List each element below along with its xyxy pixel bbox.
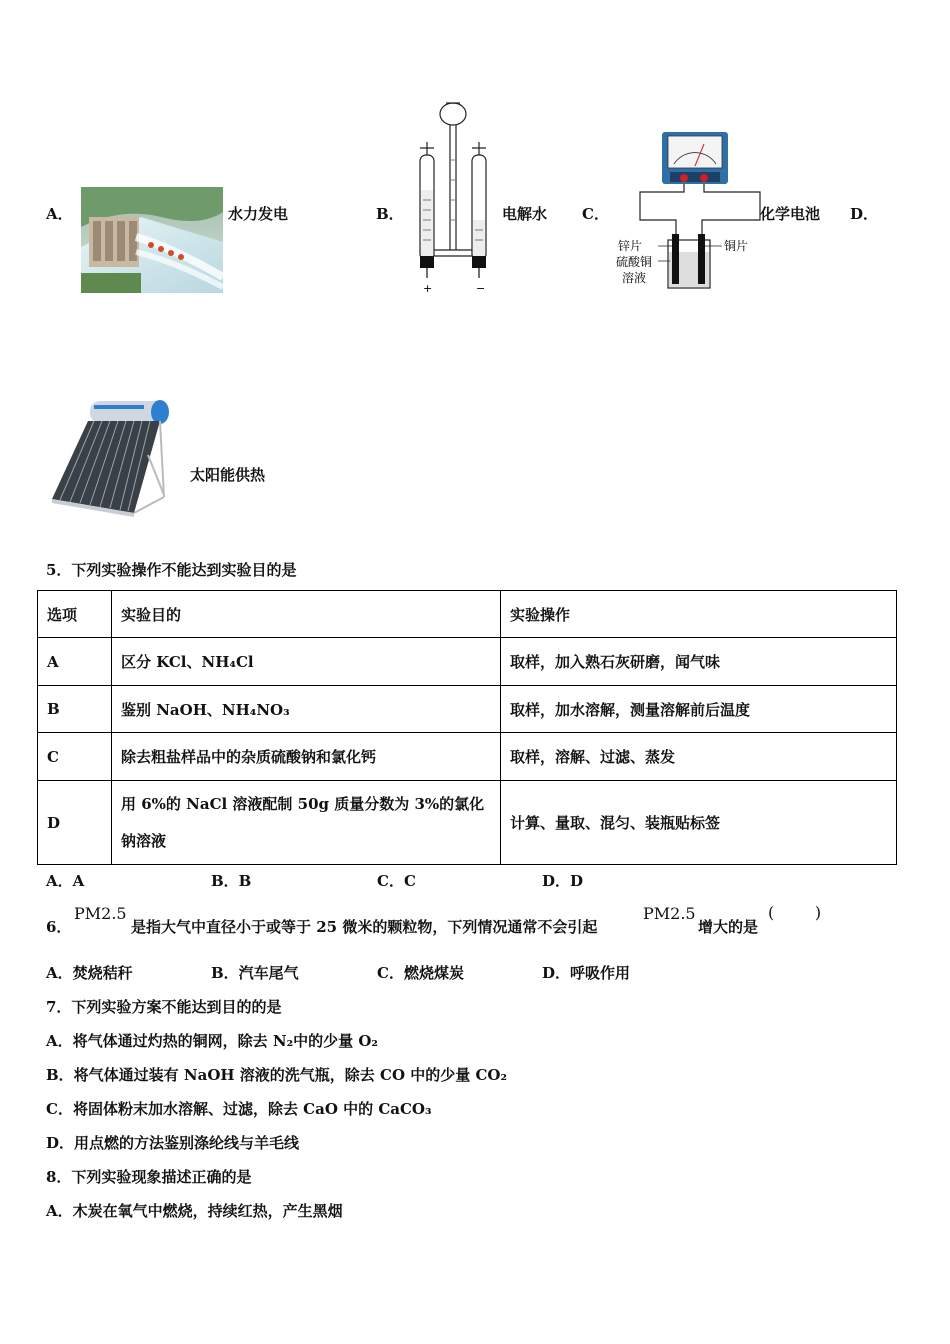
table-row xyxy=(38,638,897,686)
cathode-sign: − xyxy=(476,282,486,295)
q6-answer-d: D．呼吸作用 xyxy=(542,964,631,982)
q8-title: 8．下列实验现象描述正确的是 xyxy=(46,1168,252,1186)
row-option: D xyxy=(38,781,112,865)
row-option: B xyxy=(38,686,112,733)
q7-option-d: D．用点燃的方法鉴别涤纶线与羊毛线 xyxy=(46,1134,300,1152)
q5-answer-c: C．C xyxy=(377,872,416,890)
chemical-battery-image xyxy=(614,128,764,293)
option-c-label: C． xyxy=(582,205,609,223)
row-purpose: 区分 KCl、NH₄Cl xyxy=(112,638,501,686)
q6-text-2: 增大的是 xyxy=(698,918,759,936)
row-operation: 取样，加入熟石灰研磨，闻气味 xyxy=(501,638,897,686)
electrolysis-apparatus-image xyxy=(408,100,498,296)
option-d-label: D． xyxy=(850,205,879,223)
q7-option-b: B．将气体通过装有 NaOH 溶液的洗气瓶，除去 CO 中的少量 CO₂ xyxy=(46,1066,508,1084)
solar-heater-image xyxy=(48,395,173,523)
q6-answer-c: C．燃烧煤炭 xyxy=(377,964,464,982)
table-row xyxy=(38,733,897,781)
q6-pm25-2: PM2.5 xyxy=(643,904,696,923)
q5-table xyxy=(37,590,897,865)
row-operation: 取样，加水溶解，测量溶解前后温度 xyxy=(501,686,897,733)
q7-option-a: A．将气体通过灼热的铜网，除去 N₂中的少量 O₂ xyxy=(46,1032,379,1050)
row-option: C xyxy=(38,733,112,781)
q6-number: 6． xyxy=(46,918,72,936)
row-operation: 取样，溶解、过滤、蒸发 xyxy=(501,733,897,781)
solution-label-2: 溶液 xyxy=(622,271,647,285)
table-header-row xyxy=(38,591,897,638)
q5-title: 5．下列实验操作不能达到实验目的是 xyxy=(46,561,297,579)
row-purpose: 鉴别 NaOH、NH₄NO₃ xyxy=(112,686,501,733)
option-b-label: B． xyxy=(376,205,404,223)
solution-label-1: 硫酸铜 xyxy=(616,255,653,269)
q6-pm25-1: PM2.5 xyxy=(74,904,127,923)
zinc-label: 锌片 xyxy=(618,239,643,253)
anode-sign: + xyxy=(423,282,433,295)
hydropower-image xyxy=(81,187,223,293)
option-c-caption: 化学电池 xyxy=(760,205,821,223)
q5-answer-d: D．D xyxy=(542,872,584,890)
q7-title: 7．下列实验方案不能达到目的的是 xyxy=(46,998,282,1016)
option-b-caption: 电解水 xyxy=(502,205,548,223)
header-option: 选项 xyxy=(38,591,112,638)
table-row xyxy=(38,781,897,865)
copper-label: 铜片 xyxy=(724,239,749,253)
header-operation: 实验操作 xyxy=(501,591,897,638)
q6-answer-a: A．焚烧秸秆 xyxy=(46,964,133,982)
row-purpose: 除去粗盐样品中的杂质硫酸钠和氯化钙 xyxy=(112,733,501,781)
q8-option-a: A．木炭在氧气中燃烧，持续红热，产生黑烟 xyxy=(46,1202,343,1220)
header-purpose: 实验目的 xyxy=(112,591,501,638)
option-a-caption: 水力发电 xyxy=(228,205,289,223)
q6-text-1: 是指大气中直径小于或等于 25 微米的颗粒物，下列情况通常不会引起 xyxy=(131,918,598,936)
option-d-caption: 太阳能供热 xyxy=(190,466,266,484)
row-option: A xyxy=(38,638,112,686)
q7-option-c: C．将固体粉末加水溶解、过滤，除去 CaO 中的 CaCO₃ xyxy=(46,1100,432,1118)
q5-answer-b: B．B xyxy=(211,872,252,890)
q6-answer-paren: ( ) xyxy=(768,903,822,922)
row-purpose: 用 6%的 NaCl 溶液配制 50g 质量分数为 3%的氯化钠溶液 xyxy=(112,781,501,865)
row-operation: 计算、量取、混匀、装瓶贴标签 xyxy=(501,781,897,865)
table-row xyxy=(38,686,897,733)
option-a-label: A． xyxy=(46,205,73,223)
q6-answer-b: B．汽车尾气 xyxy=(211,964,299,982)
q5-answer-a: A．A xyxy=(46,872,85,890)
